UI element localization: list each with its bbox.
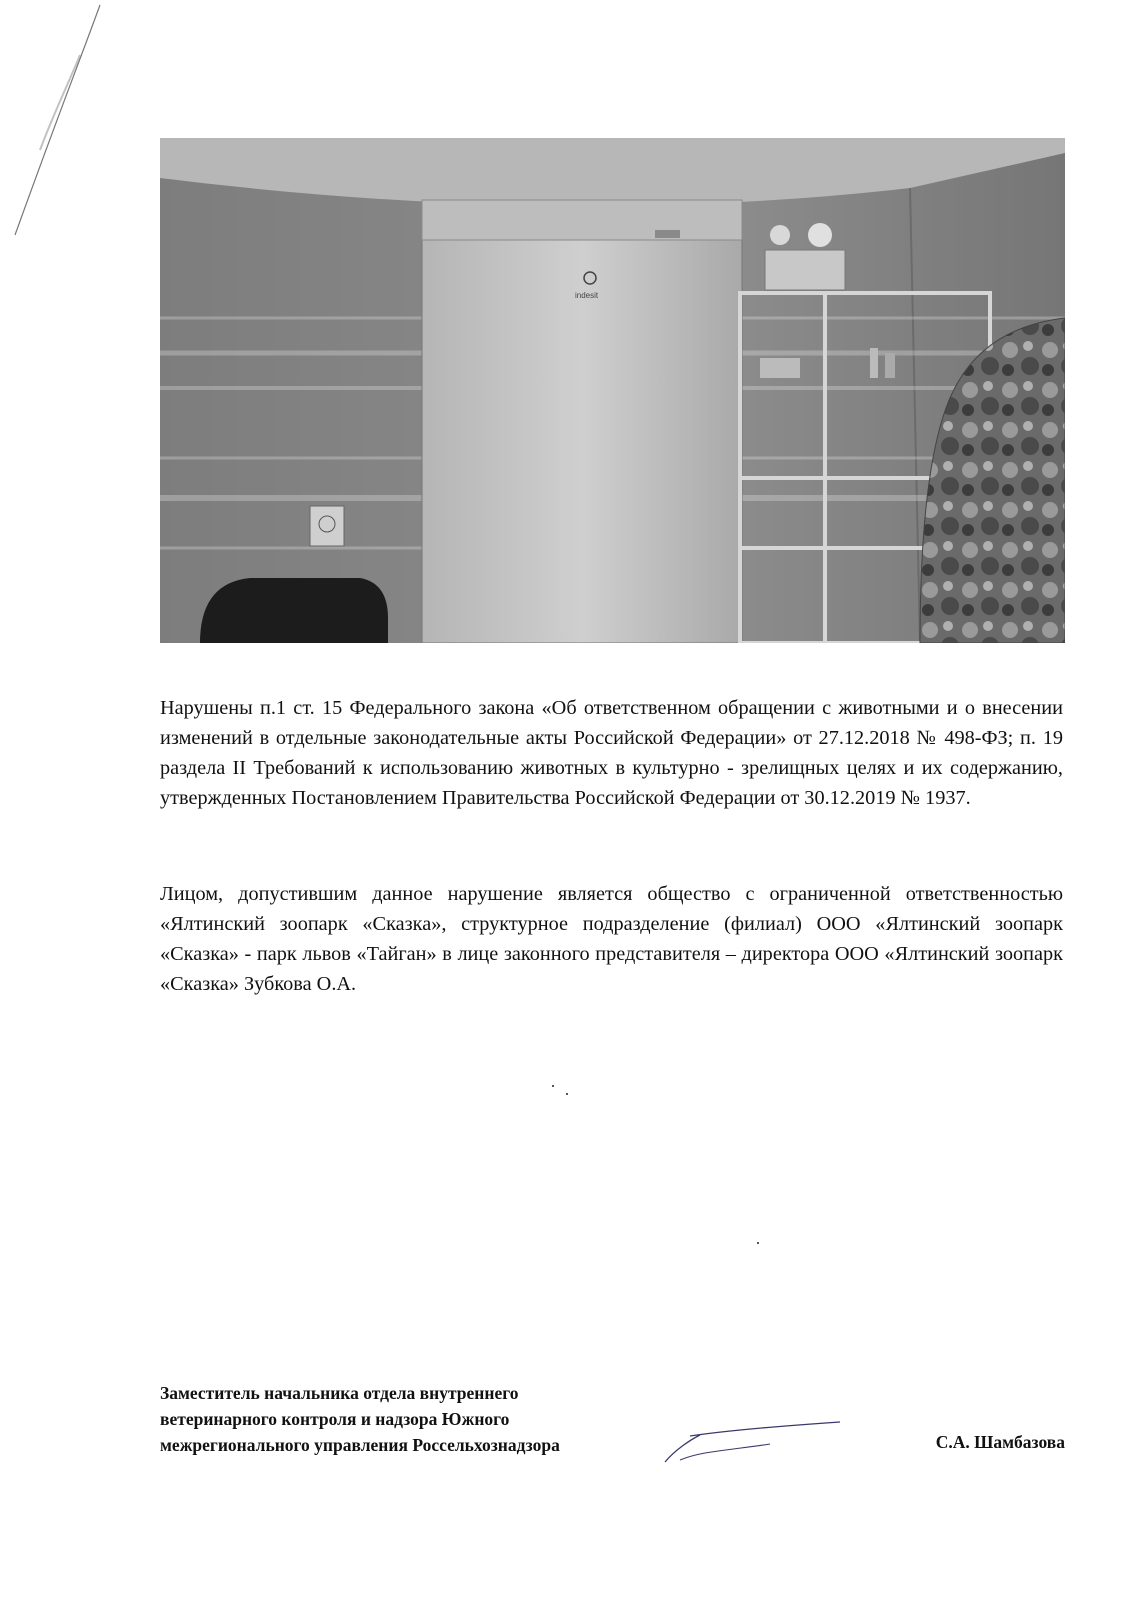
scan-speck (757, 1242, 759, 1244)
violation-paragraph: Нарушены п.1 ст. 15 Федерального закона «Об ответственном обращении с животными и о внесении изменений в отдельные законодательные акты Российской Федерации» от 27.12.2018 № 498-ФЗ; п. 19 раздела II Требований к использованию животных в культурно - зрелищных целях и их содержанию, утвержденных Постановлением Правительства Российской Федерации от 30.12.2019 № 1937. (160, 697, 1063, 810)
handwritten-signature (660, 1420, 850, 1470)
scan-edge-artifact (0, 0, 120, 260)
signatory-position (160, 1380, 680, 1458)
scan-speck (552, 1085, 554, 1087)
evidence-photo (160, 138, 1065, 643)
fridge (422, 200, 742, 643)
scan-speck (566, 1093, 568, 1095)
signatory-position-line: межрегионального управления Россельхознадзора (160, 1435, 560, 1455)
signatory-position-line: Заместитель начальника отдела внутреннего (160, 1383, 519, 1403)
signatory-name: С.А. Шамбазова (935, 1432, 1065, 1452)
signatory-position-line: ветеринарного контроля и надзора Южного (160, 1409, 510, 1429)
fridge-brand-logo: indesit (575, 291, 599, 300)
responsible-party-paragraph: Лицом, допустившим данное нарушение является общество с ограниченной ответственностью «Ялтинский зоопарк «Сказка», структурное подразделение (филиал) ООО «Ялтинский зоопарк «Сказка» - парк львов «Тайган» в лице законного представителя – директора ООО «Ялтинский зоопарк «Сказка» Зубкова О.А. (160, 883, 1063, 996)
